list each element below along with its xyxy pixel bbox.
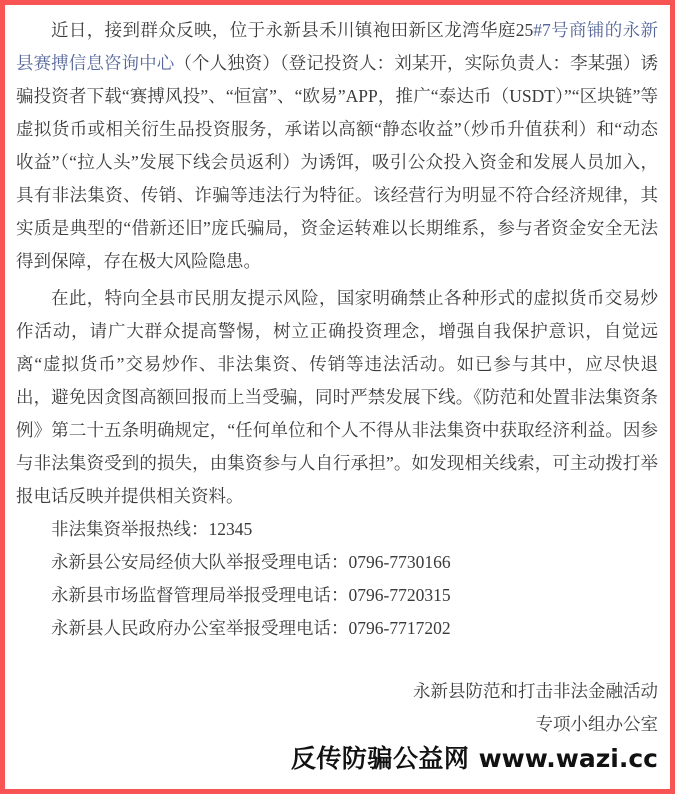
signature-block	[16, 675, 658, 741]
hotline-list	[16, 513, 658, 645]
company-name-highlight: #7号商铺的永新县赛搏信息咨询中心	[16, 20, 658, 73]
hotline-market-supervision-bureau: 永新县市场监督管理局举报受理电话：0796-7720315	[51, 585, 451, 605]
hotline-county-government-office: 永新县人民政府办公室举报受理电话：0796-7717202	[51, 618, 451, 638]
watermark	[16, 743, 658, 775]
paragraph-1-lead-text: 近日，接到群众反映，位于永新县禾川镇袍田新区龙湾华庭25	[51, 20, 534, 40]
hotline-public-security-bureau: 永新县公安局经侦大队举报受理电话：0796-7730166	[51, 552, 451, 572]
paragraph-1-rest-text: （个人独资）（登记投资人：刘某开，实际负责人：李某强）诱骗投资者下载“赛搏风投”、“恒富”、“欧易”APP，推广“泰达币（USDT）”“区块链”等虚拟货币或相关衍生品投资服务，承诺以高额“静态收益”（炒币升值获利）和“动态收益”（“拉人头”发展下线会员返利）为诱饵，吸引公众投入资金和发展人员加入，具有非法集资、传销、诈骗等违法行为特征。该经营行为明显不符合经济规律，其实质是典型的“借新还旧”庞氏骗局，资金运转难以长期维系，参与者资金安全无法得到保障，存在极大风险隐患。	[16, 53, 658, 271]
notice-paragraph-1	[16, 14, 658, 278]
watermark-site-url: www.wazi.cc	[478, 744, 658, 773]
signature-org-line-1: 永新县防范和打击非法金融活动	[413, 681, 658, 701]
notice-body	[16, 14, 658, 775]
signature-org-line-2: 专项小组办公室	[535, 714, 658, 734]
watermark-site-name: 反传防骗公益网	[290, 744, 470, 773]
hotline-illegal-fundraising: 非法集资举报热线：12345	[51, 519, 253, 539]
notice-paragraph-2: 在此，特向全县市民朋友提示风险，国家明确禁止各种形式的虚拟货币交易炒作活动，请广大群众提高警惕，树立正确投资理念，增强自我保护意识，自觉远离“虚拟货币”交易炒作、非法集资、传销等违法活动。如已参与其中，应尽快退出，避免因贪图高额回报而上当受骗，同时严禁发展下线。《防范和处置非法集资条例》第二十五条明确规定，“任何单位和个人不得从非法集资中获取经济利益。因参与非法集资受到的损失，由集资参与人自行承担”。如发现相关线索，可主动拨打举报电话反映并提供相关资料。	[16, 288, 658, 506]
